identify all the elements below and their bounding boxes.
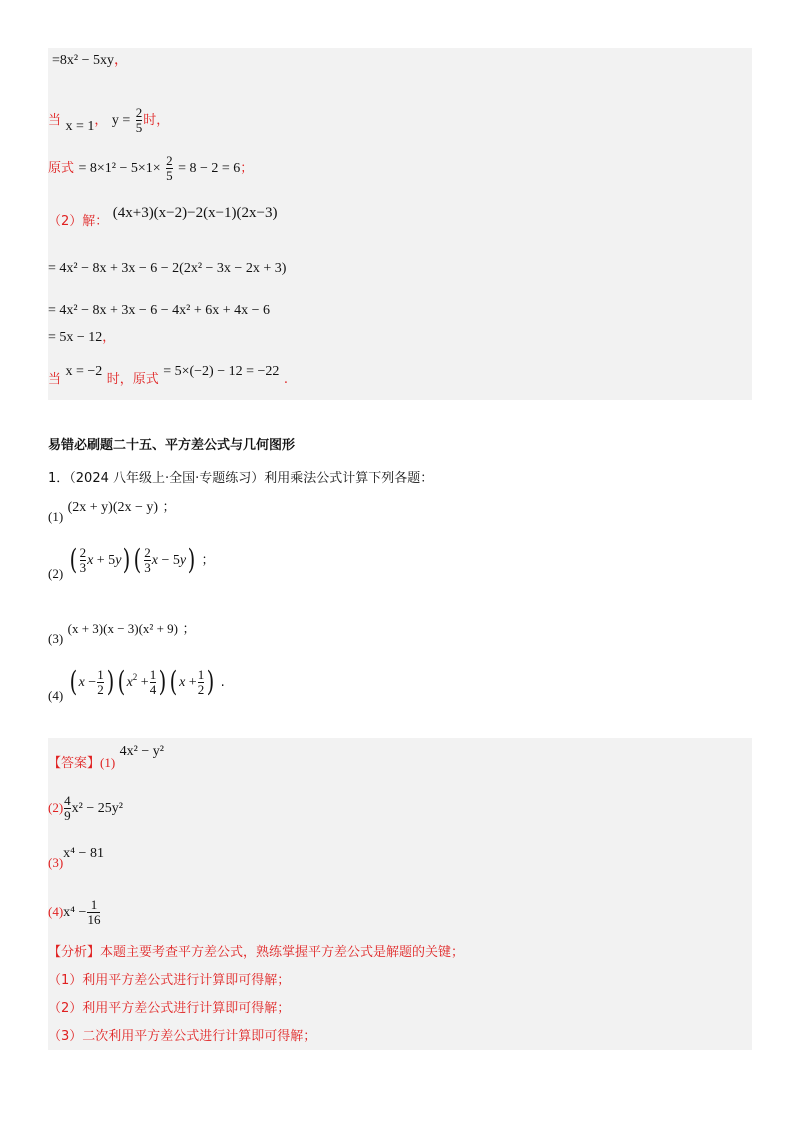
a2-label: (2): [48, 800, 64, 816]
a4-label: (4): [48, 904, 64, 920]
answer-line-2: [48, 794, 123, 822]
item3-expr: (x + 3)(x − 3)(x² + 9): [67, 621, 178, 636]
question-text: [48, 472, 433, 485]
a2-fraction: [64, 794, 71, 822]
item4-label: (4): [48, 688, 64, 704]
substitution-line: [48, 106, 169, 134]
step-line-3: = 4x² − 8x + 3x − 6 − 4x² + 6x + 4x − 6: [48, 303, 271, 318]
a4-left: x⁴ −: [63, 905, 87, 921]
orig-den: 5: [166, 167, 173, 183]
analysis-step-3: （3）二次利用平方差公式进行计算即可得解；: [48, 1029, 317, 1044]
answer-panel: [48, 738, 752, 1050]
item2-frac-a: $\frac{2}{3}$: [79, 545, 87, 575]
question-body: （2024 八年级上·全国·专题练习）利用乘法公式计算下列各题：: [69, 471, 434, 486]
question-number: 1．: [48, 471, 70, 486]
final-end: .: [283, 372, 288, 387]
question-item-3: [48, 622, 195, 645]
analysis-step-2: （2）利用平方差公式进行计算即可得解；: [48, 1001, 291, 1016]
when-prefix: 当: [48, 113, 62, 129]
a1-expr: 4x² − y²: [119, 744, 164, 759]
step3-end: ，: [102, 330, 116, 345]
item1-label: (1): [48, 509, 64, 524]
final-line: [48, 364, 288, 386]
a1-label: (1): [100, 755, 116, 770]
item4-frac-b: $\frac{1}{4}$: [149, 667, 157, 697]
final-mid: 时，原式: [106, 372, 159, 387]
item4-frac-a: $\frac{1}{2}$: [97, 667, 104, 697]
question-item-2: (2) ( $\frac{2}{3}$ x + 5y) ( $\frac{2}{3}$ x − 5y) ；: [48, 543, 215, 582]
a2-den: 9: [64, 807, 71, 823]
part2-line: [48, 206, 278, 228]
step-line-4: [48, 330, 115, 345]
step-line-1: [52, 54, 128, 68]
item1-expr: (2x + y)(2x − y): [67, 500, 159, 515]
a4-den: 16: [87, 911, 101, 927]
expr-8x2-5xy: =8x² − 5xy: [52, 53, 114, 68]
y-fraction: [136, 106, 143, 134]
a2-num: 4: [64, 793, 71, 808]
orig-expr-right: = 8 − 2 = 6: [178, 161, 241, 177]
solution-panel-top: [48, 48, 752, 400]
answer-tag: 【答案】: [48, 756, 101, 771]
orig-end: ；: [240, 161, 254, 177]
orig-fraction: [166, 154, 173, 182]
item2-label: (2): [48, 566, 64, 582]
a4-fraction: [87, 898, 100, 926]
when-suffix: 时，: [143, 113, 170, 129]
step-line-2: = 4x² − 8x + 3x − 6 − 2(2x² − 3x − 2x + 3): [48, 261, 287, 276]
item3-label: (3): [48, 631, 64, 646]
a3-expr: x⁴ − 81: [63, 846, 104, 861]
question-item-1: [48, 500, 176, 523]
item2-end: ；: [201, 553, 215, 569]
a4-num: 1: [90, 897, 98, 912]
part2-expr: (4x+3)(x−2)−2(x−1)(2x−3): [112, 205, 278, 221]
orig-label: 原式: [48, 161, 75, 177]
answer-line-1: [48, 744, 164, 770]
analysis-step-1: （1）利用平方差公式进行计算即可得解；: [48, 973, 291, 988]
analysis-line: [48, 946, 464, 959]
expr-5x-12: = 5x − 12: [48, 330, 103, 345]
original-expr-line: [48, 154, 253, 182]
final-when: 当: [48, 372, 62, 387]
line1-end: ，: [114, 53, 128, 68]
x-value: x = 1: [65, 119, 95, 135]
question-item-4: (4) ( x − $\frac{1}{2}$ ) ( $x^2$ + $\frac{1}{4}$ ) ( x + $\frac{1}{2}$ ) .: [48, 665, 225, 704]
analysis-text: 本题主要考查平方差公式，熟练掌握平方差公式是解题的关键；: [100, 945, 465, 960]
final-x: x = −2: [65, 364, 103, 379]
a2-rest: x² − 25y²: [71, 801, 123, 817]
final-expr: = 5×(−2) − 12 = −22: [163, 364, 280, 379]
y-num: 2: [135, 105, 143, 120]
item2-frac-b: $\frac{2}{3}$: [144, 545, 151, 575]
item4-frac-c: $\frac{1}{2}$: [197, 667, 205, 697]
y-den: 5: [135, 119, 143, 135]
answer-line-3: [48, 846, 104, 869]
y-eq: y =: [111, 113, 131, 129]
orig-expr-left: = 8×1² − 5×1×: [78, 161, 161, 177]
part2-label: （2）解：: [48, 214, 109, 229]
a3-label: (3): [48, 855, 64, 870]
analysis-tag: 【分析】: [48, 945, 101, 960]
item1-end: ；: [162, 500, 176, 515]
paren-left: (: [69, 543, 77, 577]
item3-end: ；: [182, 622, 196, 637]
answer-line-4: [48, 898, 101, 926]
section-title: 易错必刷题二十五、平方差公式与几何图形: [48, 438, 296, 453]
orig-num: 2: [166, 153, 173, 168]
comma: ，: [94, 113, 108, 129]
item4-end: .: [220, 675, 225, 691]
